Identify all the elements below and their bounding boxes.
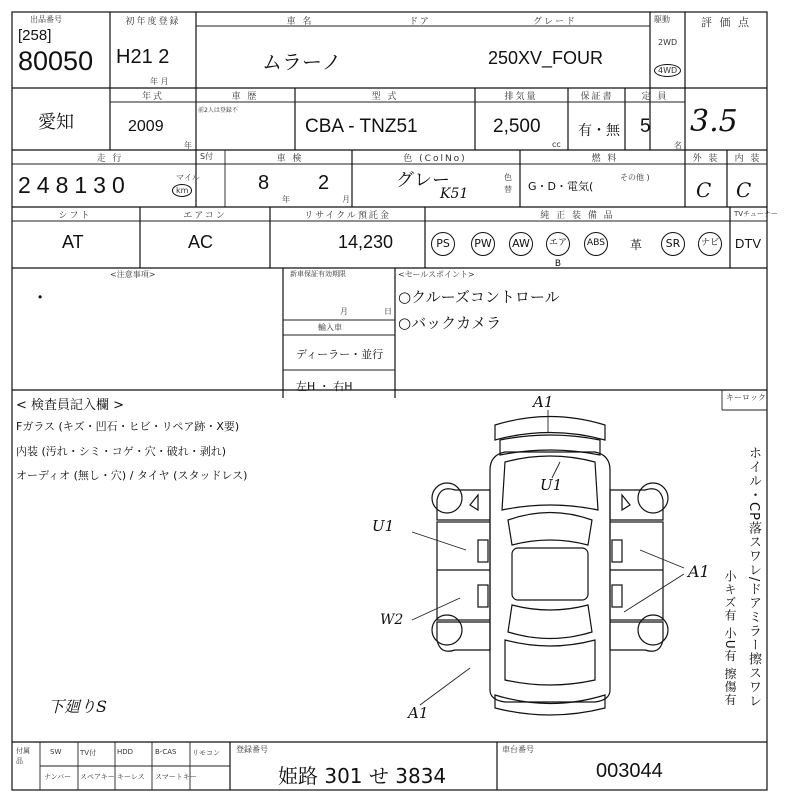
grade-label: グレード	[532, 17, 577, 27]
notes-label: <注意事項>	[110, 270, 156, 279]
fuel-label: 燃 料	[591, 154, 619, 164]
bottom-sw-label: SW	[50, 748, 62, 756]
history-sub-label: 前2人は登録不	[198, 107, 238, 114]
import-label: 輸入車	[318, 323, 342, 332]
warranty-label: 新車保証有効期限	[290, 270, 346, 278]
shift-value: AT	[62, 232, 84, 252]
bottom-tv-label: TV付	[80, 749, 97, 757]
steering-options: 左H ・ 右H	[296, 380, 353, 393]
model-year-unit: 年	[184, 141, 192, 150]
equip-ps: PS	[431, 232, 455, 256]
shaken-year: 8	[258, 172, 270, 194]
interior-label: 内 装	[734, 154, 762, 164]
color-change-label: 色替	[504, 173, 512, 194]
lot-prefix: [258]	[18, 27, 52, 44]
underbody-note: 下廻りS	[48, 697, 107, 716]
aircon-label: エアコン	[183, 211, 227, 221]
grade-value: 250XV_FOUR	[488, 48, 604, 68]
color-value: グレー	[396, 170, 450, 191]
plate-number-label: 登録番号	[236, 745, 268, 754]
bottom-side-label: 付属品	[16, 747, 30, 765]
s-label: S付	[200, 152, 214, 161]
recycle-fee-value: 14,230	[338, 232, 394, 252]
warranty-day: 日	[384, 307, 392, 316]
equip-sr: SR	[661, 232, 685, 256]
car-name-value: ムラーノ	[262, 50, 342, 74]
equip-leather: 革	[630, 238, 643, 252]
model-code-label: 型 式	[371, 92, 399, 102]
year-month-unit: 年 月	[150, 77, 169, 86]
exterior-grade: C	[696, 178, 712, 202]
color-code: K51	[440, 186, 469, 202]
vertical-note-right: ホイル・CP落スワレ/ドアミラー擦スワレ	[746, 446, 761, 709]
car-name-label: 車 名	[286, 17, 314, 27]
bottom-remote-label: リモコン	[192, 749, 220, 757]
drive-4wd-circled: 4WD	[654, 64, 681, 77]
displacement-label: 排気量	[504, 92, 538, 102]
mileage-km-circled: km	[172, 184, 192, 197]
equip-pw: PW	[471, 232, 495, 256]
mileage-value: 248130	[18, 172, 131, 198]
capacity-label: 定 員	[641, 92, 669, 102]
drive-label: 駆動	[654, 15, 670, 24]
keyless-label: キーロック	[726, 393, 766, 402]
bottom-smartkey-label: スマートキー	[155, 773, 197, 781]
capacity-value: 5	[640, 116, 651, 137]
inspection-label: 保証書	[580, 92, 614, 102]
displacement-value: 2,500	[493, 116, 541, 137]
shaken-month: 2	[318, 172, 330, 194]
plate-number-value: 姫路 301 せ 3834	[278, 764, 447, 788]
first-registration-label: 初年度登録	[125, 17, 181, 27]
inspector-section-title: < 検査員記入欄 >	[16, 398, 125, 413]
damage-mark-right: A1	[688, 562, 710, 581]
equip-airbag: エアB	[546, 232, 570, 256]
vertical-note-left: 小キズ有 小U有 擦傷有	[723, 570, 737, 707]
exhibit-number-label: 出品番号	[30, 15, 62, 24]
equipment-label: 純 正 装 備 品	[540, 211, 615, 221]
sales-point-label: <セールスポイント>	[398, 270, 475, 279]
bottom-spare-label: スペアキー	[80, 773, 115, 781]
exterior-label: 外 装	[692, 154, 720, 164]
damage-mark-roof: A1	[533, 393, 554, 411]
sales-point-1: ○クルーズコントロール	[398, 288, 560, 306]
damage-mark-left-front: U1	[372, 517, 395, 535]
mileage-label: 走 行	[96, 154, 124, 164]
bottom-keyless-label: キーレス	[117, 773, 145, 781]
vin-value: 003044	[596, 760, 663, 782]
rating-label: 評 価 点	[701, 16, 751, 29]
equip-navi: ナビ	[698, 232, 722, 256]
mileage-mile-unit: マイル	[176, 173, 200, 182]
aircon-value: AC	[188, 232, 214, 252]
recycle-fee-label: リサイクル預託金	[304, 211, 391, 221]
drive-2wd: 2WD	[658, 38, 678, 47]
shaken-year-unit: 年	[282, 195, 290, 204]
interior-grade: C	[736, 178, 752, 202]
warranty-month: 月	[340, 307, 348, 316]
rating-value: 3.5	[690, 104, 738, 139]
dtv-value: DTV	[735, 236, 761, 251]
interior-line: 内装 (汚れ・シミ・コゲ・穴・破れ・剥れ)	[16, 445, 227, 458]
equip-aw: AW	[509, 232, 533, 256]
model-year-value: 2009	[128, 118, 164, 135]
fuel-options: G・D・電気(	[528, 180, 594, 193]
bottom-bcas-label: B-CAS	[155, 748, 177, 756]
inspection-value: 有・無	[578, 123, 620, 139]
vehicle-inspection-label: 車 検	[276, 154, 304, 164]
shaken-month-unit: 月	[342, 195, 350, 204]
model-code-value: CBA - TNZ51	[305, 116, 418, 137]
door-label: ドア	[409, 17, 431, 27]
model-year-label: 年式	[141, 92, 164, 102]
first-registration-value: H21 2	[116, 46, 170, 68]
bottom-hdd-label: HDD	[117, 748, 134, 756]
shift-label: シフト	[58, 211, 92, 221]
navi-type-label: TVチューナー	[734, 210, 778, 218]
region-value: 愛知	[38, 112, 74, 133]
bottom-number-label: ナンバー	[44, 773, 72, 781]
damage-mark-rear: A1	[408, 704, 429, 722]
damage-mark-left-rear: W2	[380, 612, 404, 628]
color-label: 色 (ColNo)	[403, 154, 467, 164]
damage-mark-hood: U1	[540, 476, 563, 494]
audio-tire-line: オーディオ (無し・穴) / タイヤ (スタッドレス)	[16, 469, 248, 482]
vin-label: 車台番号	[502, 745, 534, 754]
lot-number: 80050	[18, 46, 94, 76]
notes-dot: •	[38, 290, 43, 304]
history-label: 車 歴	[231, 92, 259, 102]
fuel-other: その他 )	[620, 173, 650, 182]
windshield-line: Fガラス (キズ・凹石・ヒビ・リペア跡・X要)	[16, 420, 240, 433]
capacity-unit: 名	[674, 141, 682, 150]
import-value: ディーラー・並行	[296, 348, 384, 361]
equip-abs: ABS	[584, 232, 608, 256]
sales-point-2: ○バックカメラ	[398, 314, 502, 332]
displacement-unit: cc	[552, 140, 561, 149]
